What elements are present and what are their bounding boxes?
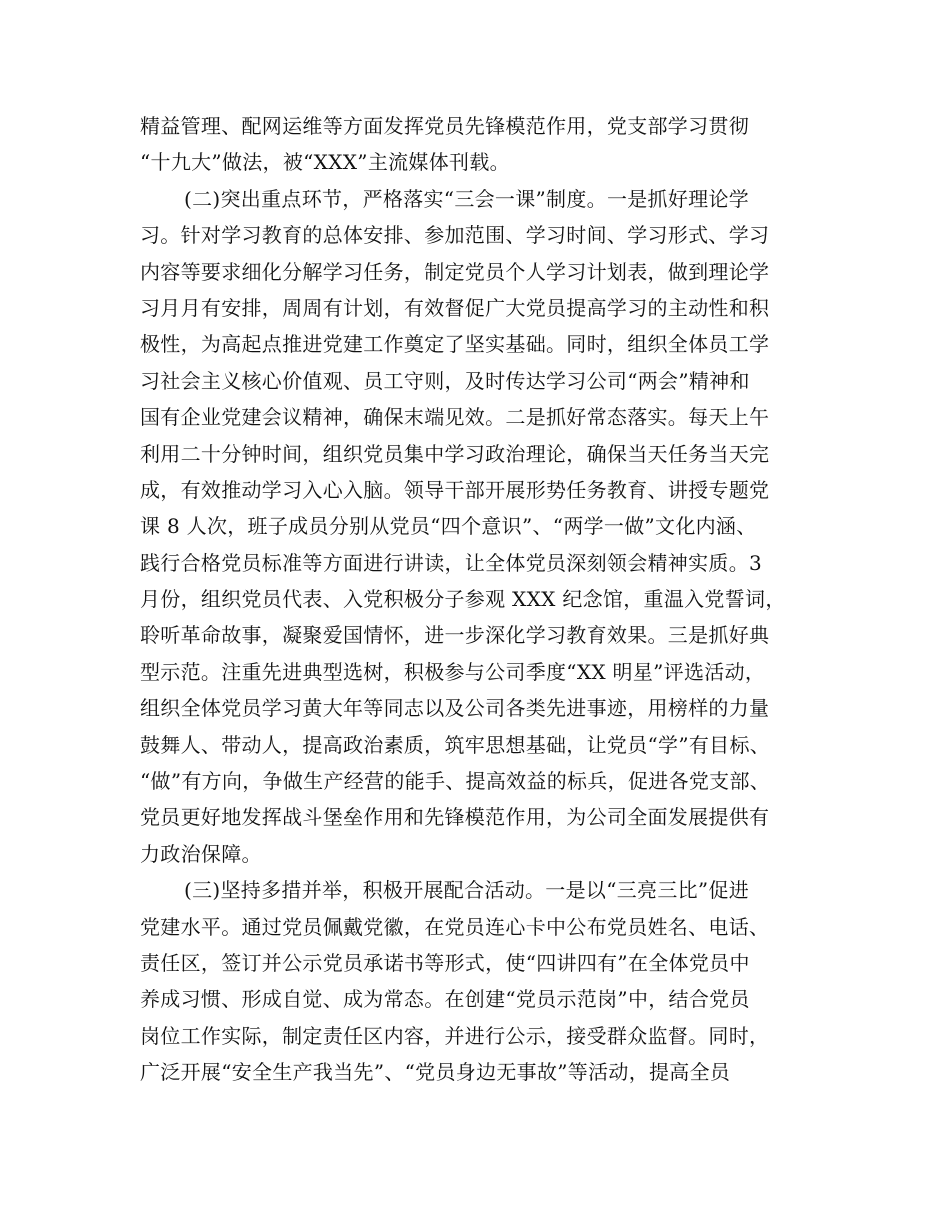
text-line: 力政治保障。 xyxy=(140,841,262,866)
text-line: 习社会主义核心价值观、员工守则，及时传达学习公司“两会”精神和 xyxy=(140,368,750,393)
text-line: 课 8 人次，班子成员分别从党员“四个意识”、“两学一做”文化内涵、 xyxy=(140,514,757,539)
text-line: 党员更好地发挥战斗堡垒作用和先锋模范作用，为公司全面发展提供有 xyxy=(140,805,770,830)
paragraph-heading-line: (二)突出重点环节，严格落实“三会一课”制度。一是抓好理论学 xyxy=(184,186,750,211)
text-line: 习月月有安排，周周有计划，有效督促广大党员提高学习的主动性和积 xyxy=(140,295,770,320)
text-line: 责任区，签订并公示党员承诺书等形式，使“四讲四有”在全体党员中 xyxy=(140,950,750,975)
text-line: 广泛开展“安全生产我当先”、“党员身边无事故”等活动，提高全员 xyxy=(140,1060,731,1085)
text-line: 党建水平。通过党员佩戴党徽，在党员连心卡中公布党员姓名、电话、 xyxy=(140,914,770,939)
text-line: 极性，为高起点推进党建工作奠定了坚实基础。同时，组织全体员工学 xyxy=(140,332,770,357)
text-line: “十九大”做法，被“XXX”主流媒体刊载。 xyxy=(140,150,510,175)
text-line: 成，有效推动学习入心入脑。领导干部开展形势任务教育、讲授专题党 xyxy=(140,477,770,502)
text-line: 习。针对学习教育的总体安排、参加范围、学习时间、学习形式、学习 xyxy=(140,223,770,248)
text-line: 型示范。注重先进典型选树，积极参与公司季度“XX 明星”评选活动， xyxy=(140,659,766,684)
document-body xyxy=(140,108,830,1091)
text-line: “做”有方向，争做生产经营的能手、提高效益的标兵，促进各党支部、 xyxy=(140,769,771,794)
text-line: 月份，组织党员代表、入党积极分子参观 XXX 纪念馆，重温入党誓词， xyxy=(140,587,786,612)
text-line: 践行合格党员标准等方面进行讲读，让全体党员深刻领会精神实质。3 xyxy=(140,550,763,575)
text-line: 利用二十分钟时间，组织党员集中学习政治理论，确保当天任务当天完 xyxy=(140,441,770,466)
text-line: 聆听革命故事，凝聚爱国情怀，进一步深化学习教育效果。三是抓好典 xyxy=(140,623,770,648)
text-line: 岗位工作实际，制定责任区内容，并进行公示，接受群众监督。同时， xyxy=(140,1023,770,1048)
text-line: 组织全体党员学习黄大年等同志以及公司各类先进事迹，用榜样的力量 xyxy=(140,696,770,721)
paragraph-heading-line: (三)坚持多措并举，积极开展配合活动。一是以“三亮三比”促进 xyxy=(184,878,750,903)
text-line: 精益管理、配网运维等方面发挥党员先锋模范作用，党支部学习贯彻 xyxy=(140,114,749,138)
text-line: 国有企业党建会议精神，确保末端见效。二是抓好常态落实。每天上午 xyxy=(140,405,770,430)
text-line: 内容等要求细化分解学习任务，制定党员个人学习计划表，做到理论学 xyxy=(140,259,770,284)
text-line: 鼓舞人、带动人，提高政治素质，筑牢思想基础，让党员“学”有目标、 xyxy=(140,732,771,757)
text-line: 养成习惯、形成自觉、成为常态。在创建“党员示范岗”中，结合党员 xyxy=(140,987,750,1012)
